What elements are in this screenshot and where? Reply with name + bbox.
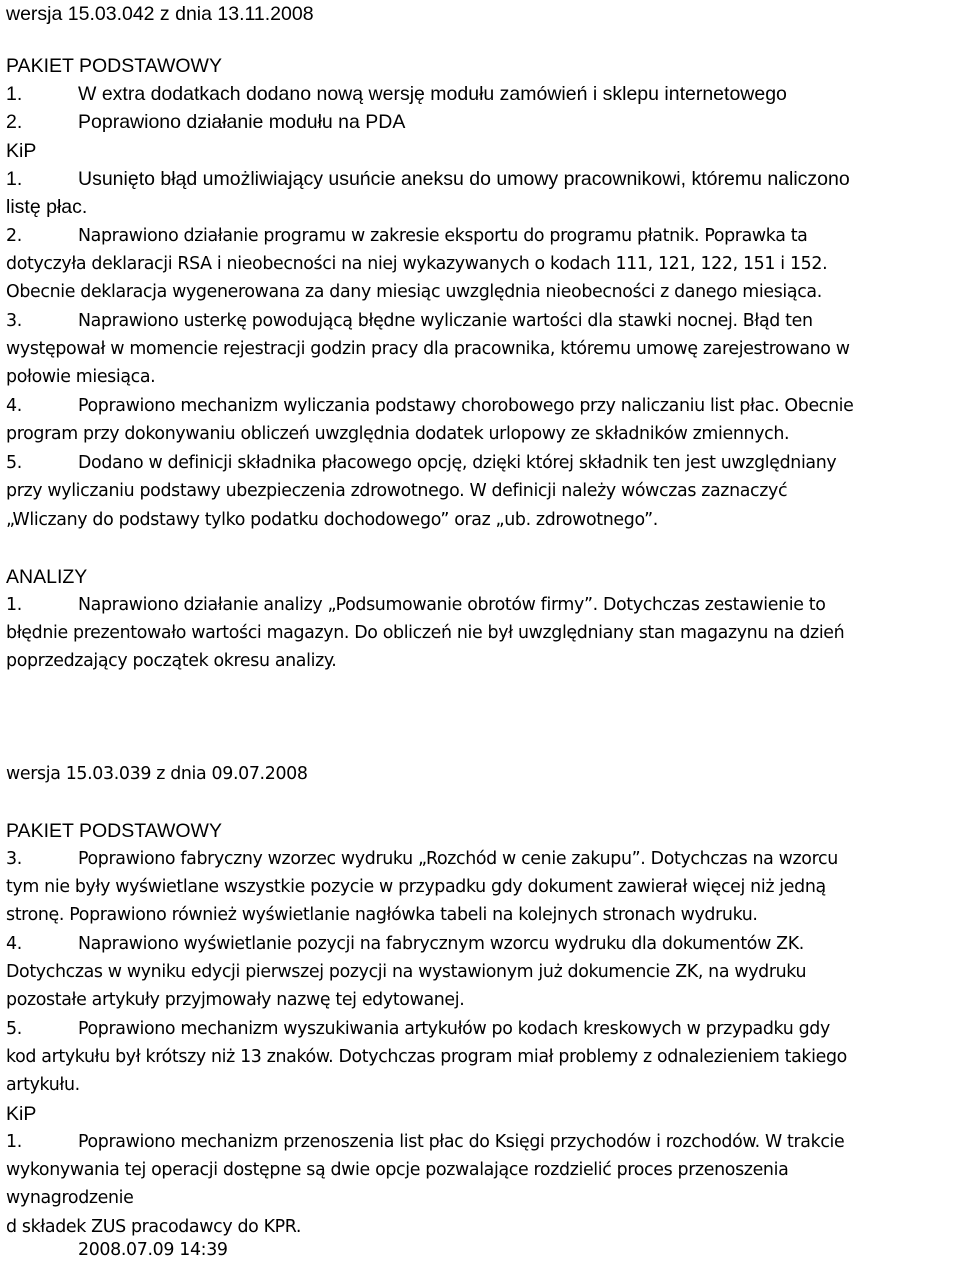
section-heading-kip: KiP — [6, 1103, 37, 1125]
item-text: Poprawiono mechanizm przenoszenia list płac do Księgi przychodów i rozchodów. W trakcie — [78, 1132, 845, 1152]
list-item — [6, 449, 836, 477]
item-number: 1. — [6, 168, 23, 190]
item-text: Naprawiono działanie programu w zakresie eksportu do programu płatnik. Poprawka ta — [78, 226, 808, 246]
list-item — [6, 392, 854, 420]
item-text: Poprawiono działanie modułu na PDA — [78, 111, 406, 133]
item-text: Naprawiono wyświetlanie pozycji na fabrycznym wzorcu wydruku dla dokumentów ZK. — [78, 934, 804, 954]
item-continuation: d składek ZUS pracodawcy do KPR. — [6, 1217, 302, 1237]
item-continuation: wynagrodzenie — [6, 1188, 134, 1208]
list-item — [6, 108, 405, 136]
item-text: Poprawiono fabryczny wzorzec wydruku „Rozchód w cenie zakupu”. Dotychczas na wzorcu — [78, 849, 838, 869]
item-number: 1. — [6, 595, 22, 615]
list-item — [6, 1128, 844, 1156]
list-item — [6, 222, 807, 250]
list-item — [6, 591, 826, 619]
item-continuation: artykułu. — [6, 1075, 80, 1095]
item-continuation: występował w momencie rejestracji godzin pracy dla pracownika, któremu umowę zarejestrowano w — [6, 339, 850, 359]
item-number: 5. — [6, 1019, 22, 1039]
section-heading-pakiet-podstawowy: PAKIET PODSTAWOWY — [6, 55, 222, 77]
item-text: W extra dodatkach dodano nową wersję modułu zamówień i sklepu internetowego — [78, 83, 787, 105]
list-item — [6, 307, 813, 335]
release-version-heading: wersja 15.03.042 z dnia 13.11.2008 — [6, 3, 314, 25]
item-continuation: dotyczyła deklaracji RSA i nieobecności na niej wykazywanych o kodach 111, 121, 122, 151 i 152. — [6, 254, 828, 274]
item-continuation: Obecnie deklaracja wygenerowana za dany miesiąc uwzględnia nieobecności z danego miesiąca. — [6, 282, 822, 302]
section-heading-kip: KiP — [6, 140, 37, 162]
item-number: 2. — [6, 226, 22, 246]
item-continuation: wykonywania tej operacji dostępne są dwie opcje pozwalające rozdzielić proces przenoszenia — [6, 1160, 789, 1180]
item-continuation: listę płac. — [6, 196, 88, 218]
item-text: Dodano w definicji składnika płacowego opcję, dzięki której składnik ten jest uwzględniany — [78, 453, 837, 473]
section-heading-pakiet-podstawowy: PAKIET PODSTAWOWY — [6, 820, 222, 842]
item-text: Naprawiono usterkę powodującą błędne wyliczanie wartości dla stawki nocnej. Błąd ten — [78, 311, 813, 331]
item-number: 1. — [6, 1132, 22, 1152]
list-item — [6, 930, 804, 958]
item-continuation: tym nie były wyświetlane wszystkie pozycie w przypadku gdy dokument zawierał więcej niż jedną — [6, 877, 826, 897]
item-number: 3. — [6, 849, 22, 869]
item-continuation: przy wyliczaniu podstawy ubezpieczenia zdrowotnego. W definicji należy wówczas zaznaczyć — [6, 481, 788, 501]
item-continuation: pozostałe artykuły przyjmowały nazwę tej edytowanej. — [6, 990, 465, 1010]
item-number: 2. — [6, 111, 23, 133]
item-text: Poprawiono mechanizm wyliczania podstawy chorobowego przy naliczaniu list płac. Obecnie — [78, 396, 854, 416]
list-item — [6, 1015, 830, 1043]
list-item — [6, 845, 838, 873]
item-text: Poprawiono mechanizm wyszukiwania artykułów po kodach kreskowych w przypadku gdy — [78, 1019, 830, 1039]
item-continuation: poprzedzający początek okresu analizy. — [6, 651, 337, 671]
item-number: 4. — [6, 396, 22, 416]
section-heading-analizy: ANALIZY — [6, 566, 88, 588]
list-item — [6, 80, 787, 108]
list-item — [6, 165, 850, 193]
timestamp: 2008.07.09 14:39 — [78, 1240, 228, 1260]
item-number: 3. — [6, 311, 22, 331]
item-continuation: „Wliczany do podstawy tylko podatku dochodowego” oraz „ub. zdrowotnego”. — [6, 510, 658, 530]
item-continuation: połowie miesiąca. — [6, 367, 156, 387]
item-continuation: błędnie prezentowało wartości magazyn. Do obliczeń nie był uwzględniany stan magazynu na dzień — [6, 623, 845, 643]
item-continuation: Dotychczas w wyniku edycji pierwszej pozycji na wystawionym już dokumencie ZK, na wydruku — [6, 962, 807, 982]
item-continuation: stronę. Poprawiono również wyświetlanie nagłówka tabeli na kolejnych stronach wydruku. — [6, 905, 758, 925]
item-text: Naprawiono działanie analizy „Podsumowanie obrotów firmy”. Dotychczas zestawienie to — [78, 595, 826, 615]
item-number: 5. — [6, 453, 22, 473]
item-continuation: kod artykułu był krótszy niż 13 znaków. Dotychczas program miał problemy z odnalezieniem takiego — [6, 1047, 847, 1067]
release-version-heading: wersja 15.03.039 z dnia 09.07.2008 — [6, 764, 308, 784]
item-continuation: program przy dokonywaniu obliczeń uwzględnia dodatek urlopowy ze składników zmiennych. — [6, 424, 790, 444]
item-number: 1. — [6, 83, 23, 105]
item-number: 4. — [6, 934, 22, 954]
item-text: Usunięto błąd umożliwiający usuńcie aneksu do umowy pracownikowi, któremu naliczono — [78, 168, 850, 190]
